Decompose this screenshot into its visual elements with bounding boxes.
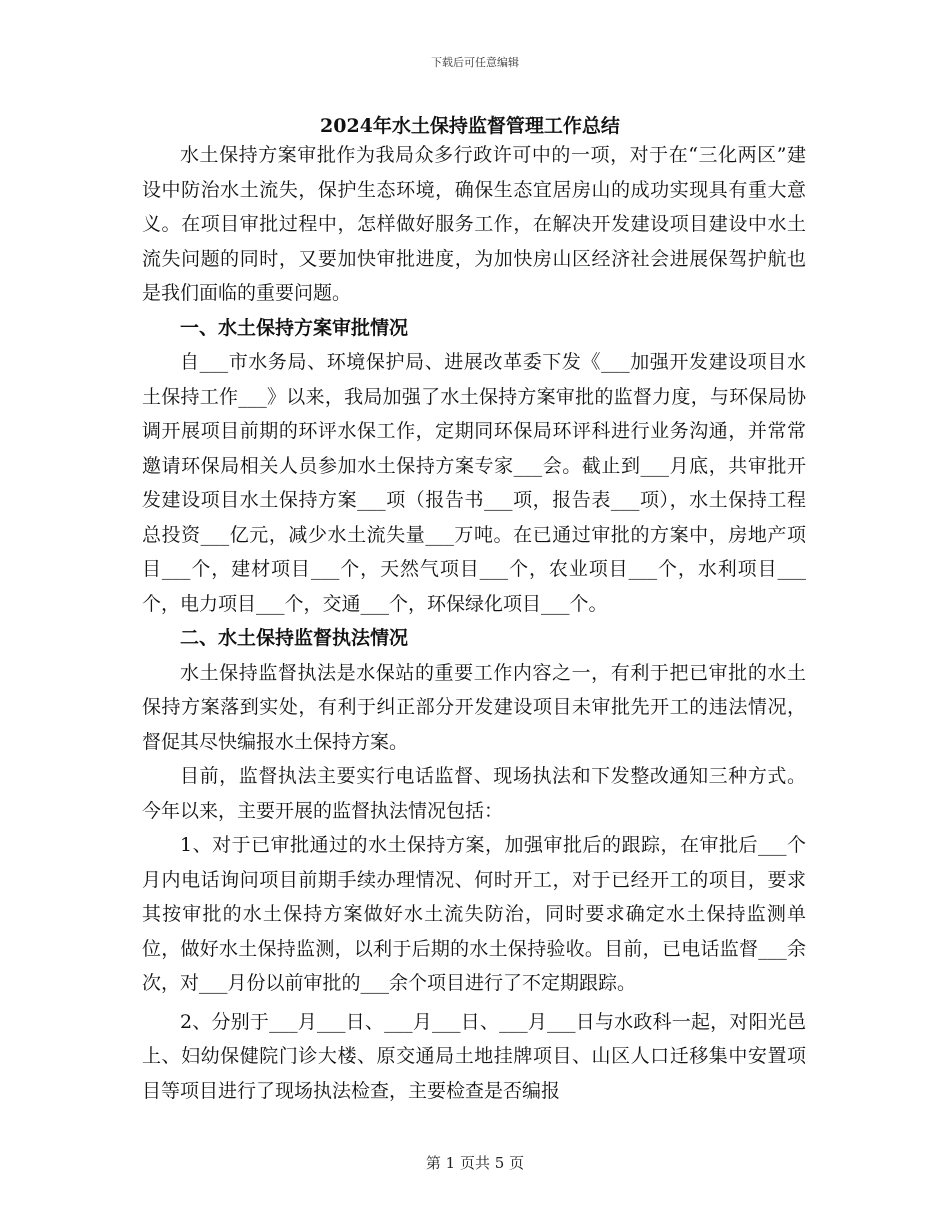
section-heading-1: 一、水土保持方案审批情况 [180,316,409,339]
paragraph-approval: 自___市水务局、环境保护局、进展改革委下发《___加强开发建设项目水土保持工作___》以来，我局加强了水土保持方案审批的监督力度，与环保局协调开展项目前期的环评水保工作，定期同环保局环评科进行业务沟通，并常常邀请环保局相关人员参加水土保持方案专家___会。截止到___月底，共审批开发建设项目水土保持方案___项（报告书___项，报告表___项），水土保持工程总投资___亿元，减少水土流失量___万吨。在已通过审批的方案中，房地产项目___个，建材项目___个，天然气项目___个，农业项目___个，水利项目___个，电力项目___个，交通___个，环保绿化项目___个。 [142,351,806,615]
document-body [142,138,806,1108]
section-heading-2: 二、水土保持监督执法情况 [180,627,409,649]
paragraph-item-1: 1、对于已审批通过的水土保持方案，加强审批后的跟踪，在审批后___个月内电话询问项目前期手续办理情况、何时开工，对于已经开工的项目，要求其按审批的水土保持方案做好水土流失防治，同时要求确定水土保持监测单位，做好水土保持监测，以利于后期的水土保持验收。目前，已电话监督___余次，对___月份以前审批的___余个项目进行了不定期跟踪。 [142,834,806,994]
paragraph-enforcement-methods: 目前，监督执法主要实行电话监督、现场执法和下发整改通知三种方式。今年以来，主要开展的监督执法情况包括： [142,765,806,822]
page-footer: 第 1 页共 5 页 [425,1154,525,1172]
paragraph-item-2: 2、分别于___月___日、___月___日、___月___日与水政科一起，对阳光邑上、妇幼保健院门诊大楼、原交通局土地挂牌项目、山区人口迁移集中安置项目等项目进行了现场执法检查，主要检查是否编报 [142,1010,806,1102]
document-title: 2024年水土保持监督管理工作总结 [320,115,620,137]
paragraph-enforcement-intro: 水土保持监督执法是水保站的重要工作内容之一，有利于把已审批的水土保持方案落到实处，有利于纠正部分开发建设项目未审批先开工的违法情况，督促其尽快编报水土保持方案。 [142,661,806,753]
paragraph-intro: 水土保持方案审批作为我局众多行政许可中的一项，对于在“三化两区”建设中防治水土流失，保护生态环境，确保生态宜居房山的成功实现具有重大意义。在项目审批过程中，怎样做好服务工作，在解决开发建设项目建设中水土流失问题的同时，又要加快审批进度，为加快房山区经济社会进展保驾护航也是我们面临的重要问题。 [142,144,806,304]
header-note: 下载后可任意编辑 [431,56,519,69]
